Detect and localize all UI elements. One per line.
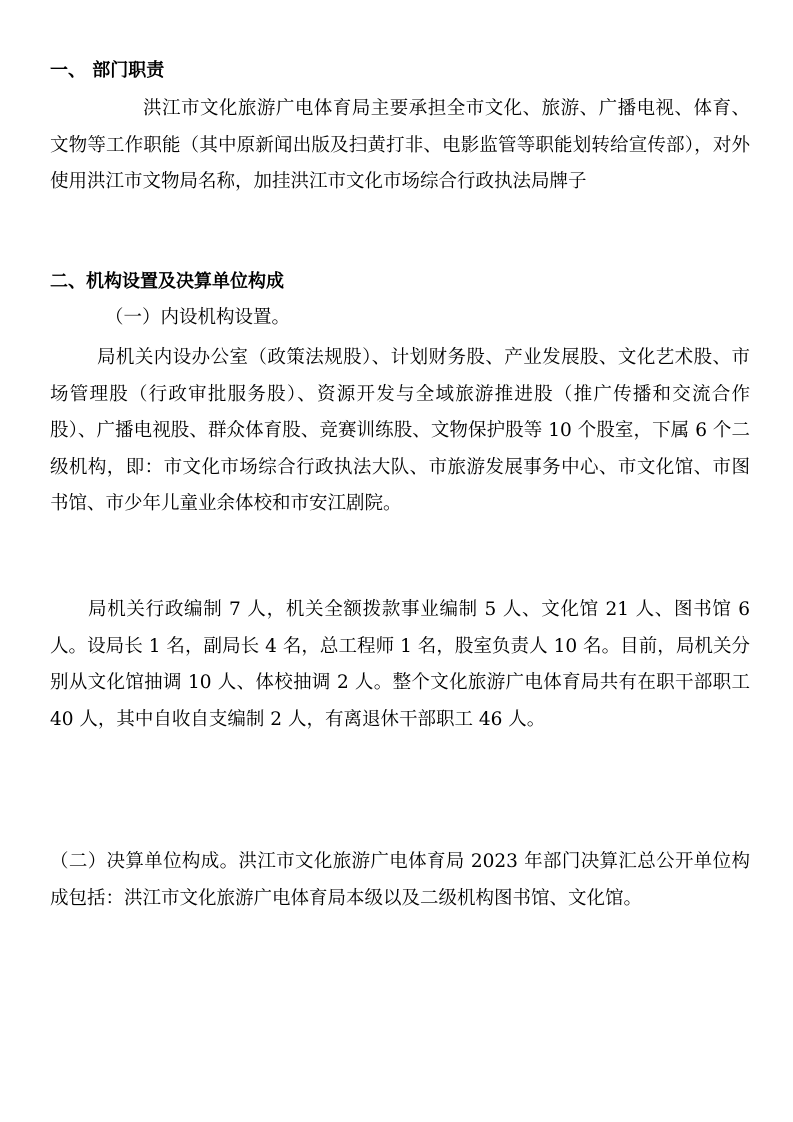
- section-heading-duties: 一、 部门职责: [50, 60, 165, 81]
- duties-paragraph: 洪江市文化旅游广电体育局主要承担全市文化、旅游、广播电视、体育、文物等工作职能（其中原新闻出版及扫黄打非、电影监管等职能划转给宣传部），对外使用洪江市文物局名称，加挂洪江市文化市场综合行政执法局牌子: [50, 98, 750, 192]
- accounting-units-paragraph: （二）决算单位构成。洪江市文化旅游广电体育局 2023 年部门决算汇总公开单位构成包括：洪江市文化旅游广电体育局本级以及二级机构图书馆、文化馆。: [50, 851, 750, 909]
- internal-setup-paragraph: 局机关内设办公室（政策法规股）、计划财务股、产业发展股、文化艺术股、市场管理股（行政审批服务股）、资源开发与全域旅游推进股（推广传播和交流合作股）、广播电视股、群众体育股、竞赛训练股、文物保护股等 10 个股室，下属 6 个二级机构，即：市文化市场综合行政执法大队、市旅游发展事务中心、市文化馆、市图书馆、市少年儿童业余体校和市安江剧院。: [50, 347, 750, 514]
- subsection-title-internal-setup: （一）内设机构设置。: [105, 307, 291, 328]
- staffing-paragraph: 局机关行政编制 7 人，机关全额拨款事业编制 5 人、文化馆 21 人、图书馆 6 人。设局长 1 名，副局长 4 名，总工程师 1 名，股室负责人 10 名。目前，局机关分别从文化馆抽调 10 人、体校抽调 2 人。整个文化旅游广电体育局共有在职干部职工 40 人，其中自收自支编制 2 人，有离退休干部职工 46 人。: [50, 599, 750, 730]
- section-heading-organization: 二、机构设置及决算单位构成: [50, 271, 284, 292]
